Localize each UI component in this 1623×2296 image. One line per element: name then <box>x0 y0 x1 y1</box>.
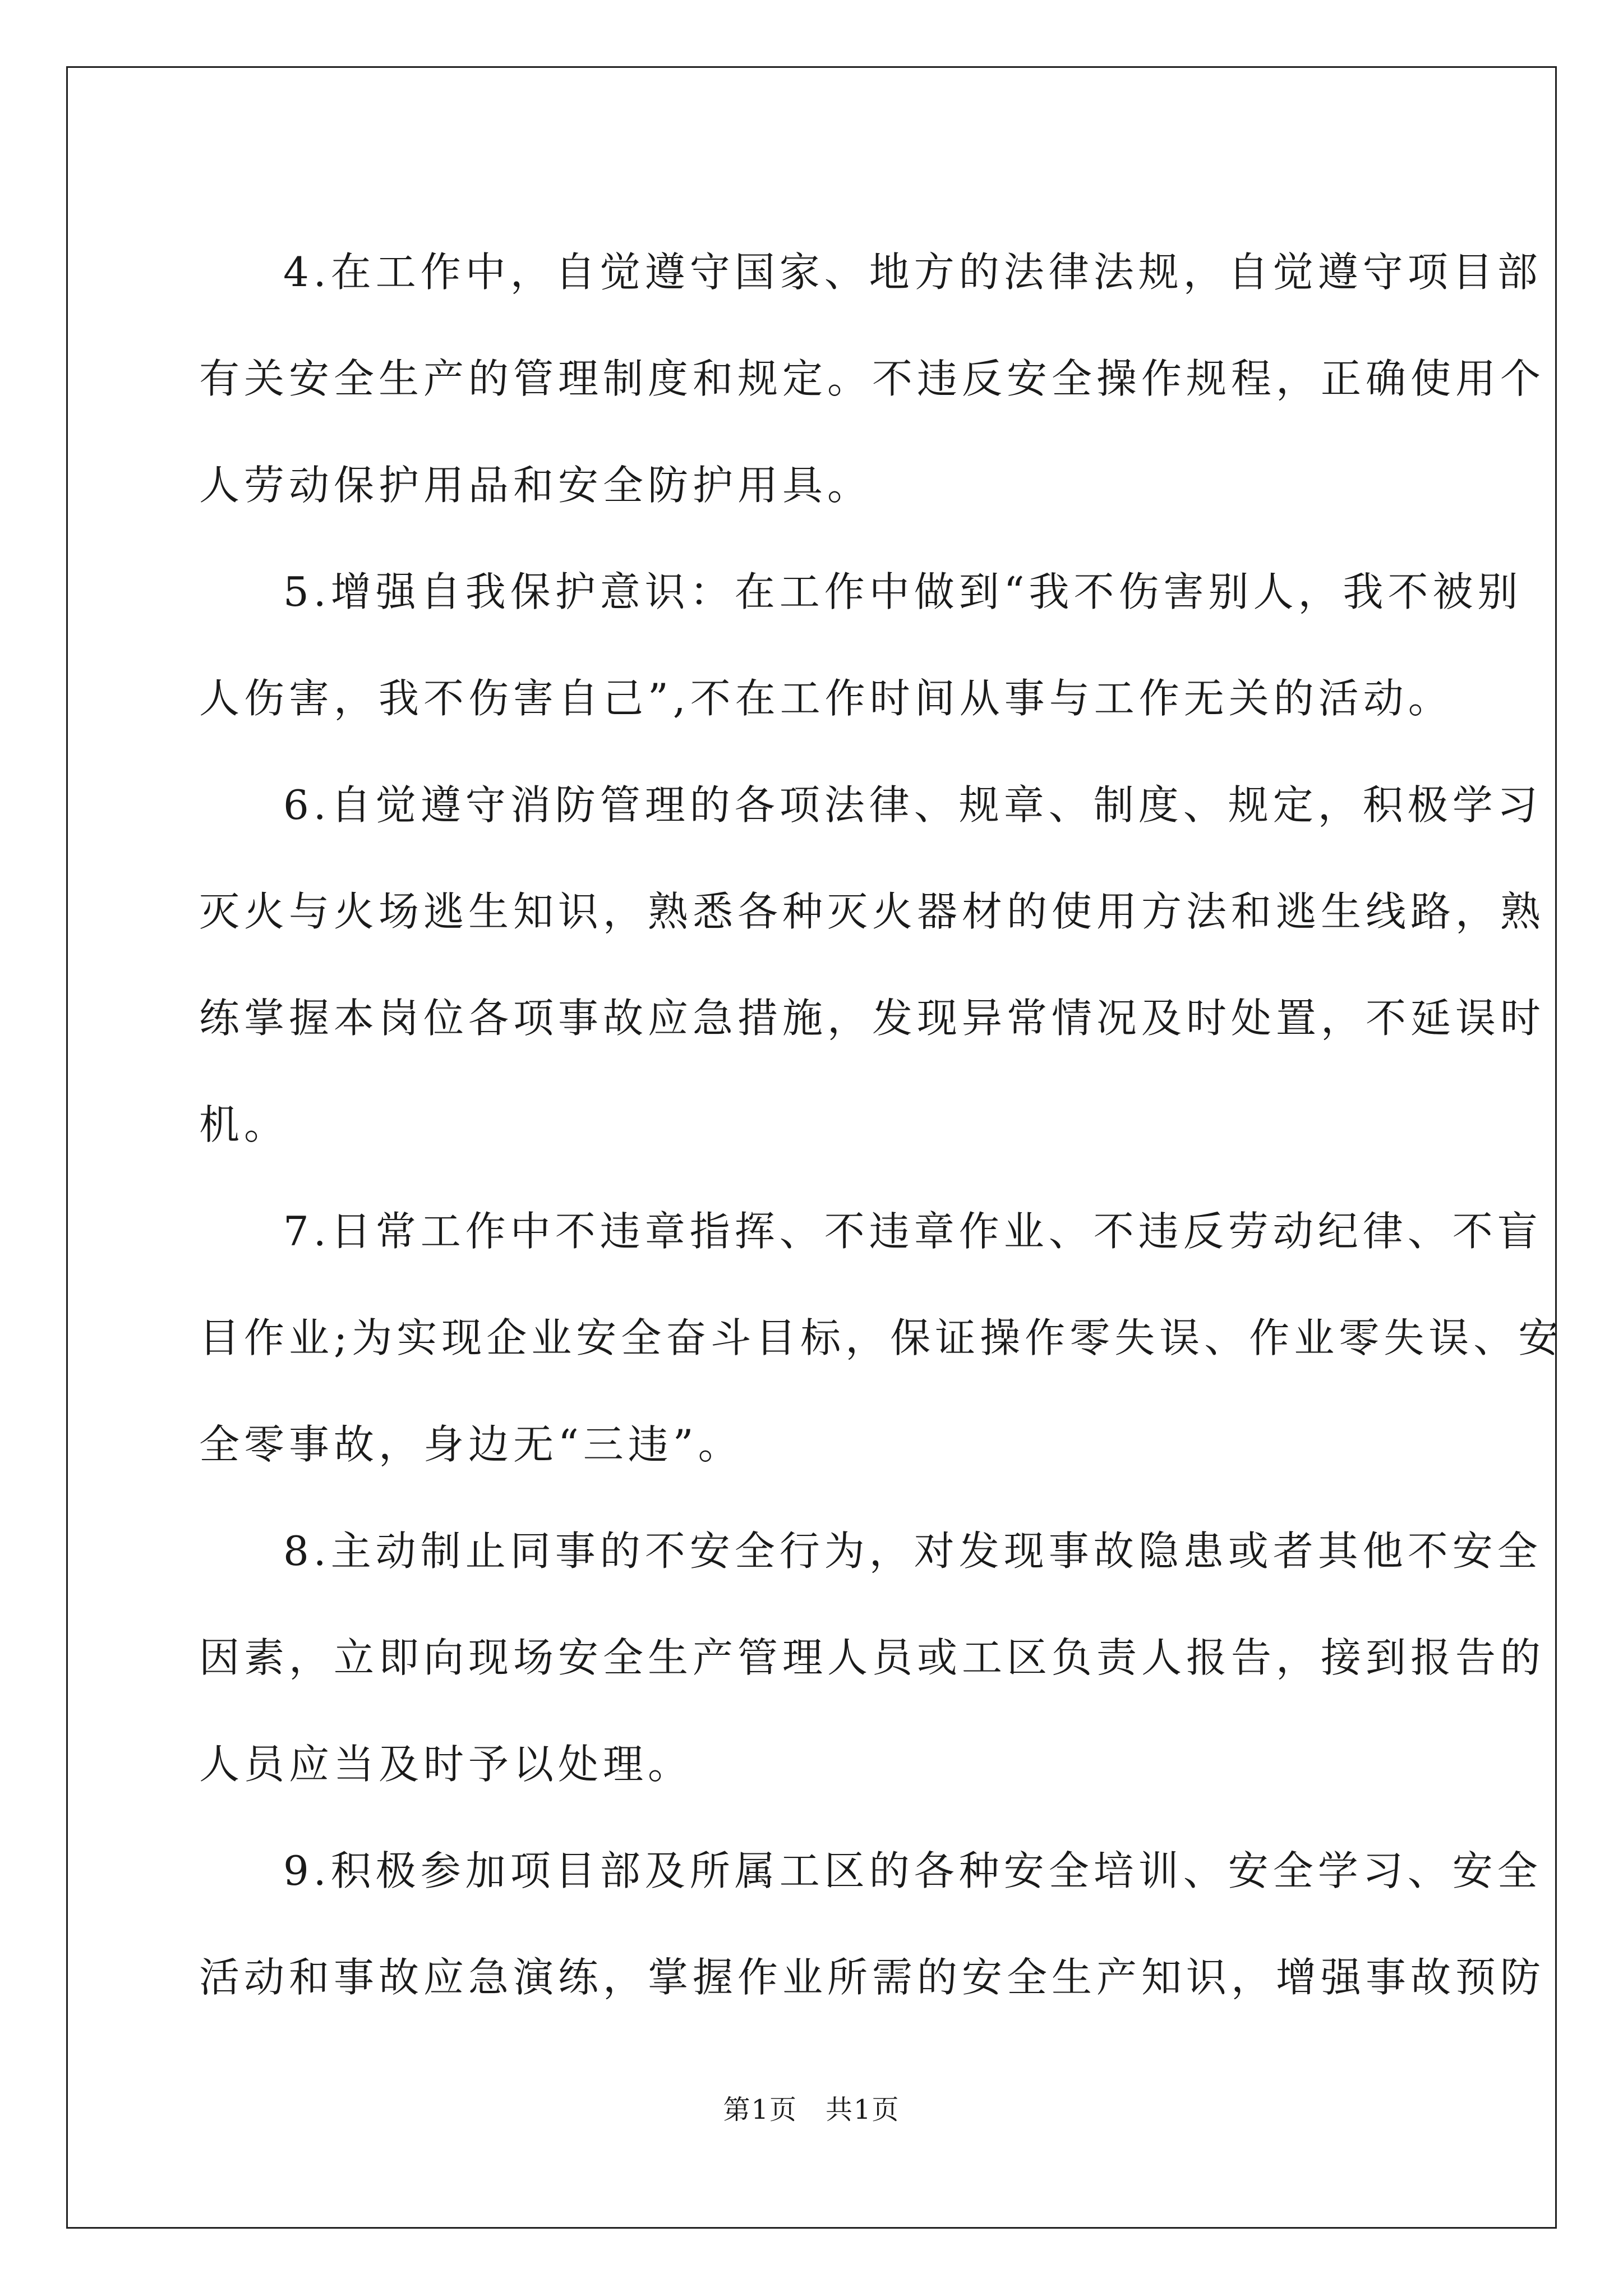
paragraph-line: 人伤害，我不伤害自己”,不在工作时间从事与工作无关的活动。 <box>199 675 1453 722</box>
paragraph <box>199 1498 1546 1818</box>
paragraph-line: 9.积极参加项目部及所属工区的各种安全培训、安全学习、安全 <box>283 1847 1542 1894</box>
paragraph-line: 目作业;为实现企业安全奋斗目标，保证操作零失误、作业零失误、安 <box>199 1314 1564 1361</box>
paragraph <box>199 752 1546 1178</box>
paragraph <box>199 1178 1564 1498</box>
paragraph-line: 8.主动制止同事的不安全行为，对发现事故隐患或者其他不安全 <box>283 1527 1542 1575</box>
paragraph <box>199 1818 1546 2031</box>
document-body <box>199 219 1564 2031</box>
paragraph-line: 6.自觉遵守消防管理的各项法律、规章、制度、规定，积极学习 <box>283 781 1542 829</box>
paragraph-line: 7.日常工作中不违章指挥、不违章作业、不违反劳动纪律、不盲 <box>283 1208 1542 1255</box>
paragraph-line: 练掌握本岗位各项事故应急措施，发现异常情况及时处置，不延误时 <box>199 995 1546 1042</box>
paragraph-line: 机。 <box>199 1101 289 1148</box>
paragraph-line: 5.增强自我保护意识：在工作中做到“我不伤害别人，我不被别 <box>283 568 1523 615</box>
page-footer: 第1页 共1页 <box>723 2094 900 2125</box>
paragraph-line: 4.在工作中，自觉遵守国家、地方的法律法规，自觉遵守项目部 <box>283 249 1542 296</box>
paragraph-line: 人员应当及时予以处理。 <box>199 1741 693 1788</box>
paragraph-line: 有关安全生产的管理制度和规定。不违反安全操作规程，正确使用个 <box>199 355 1546 402</box>
paragraph-line: 全零事故，身边无“三违”。 <box>199 1421 743 1468</box>
paragraph <box>199 539 1523 752</box>
paragraph <box>199 219 1546 539</box>
paragraph-line: 灭火与火场逃生知识，熟悉各种灭火器材的使用方法和逃生线路，熟 <box>199 888 1546 935</box>
paragraph-line: 人劳动保护用品和安全防护用具。 <box>199 462 873 509</box>
paragraph-line: 活动和事故应急演练，掌握作业所需的安全生产知识，增强事故预防 <box>199 1954 1546 2001</box>
paragraph-line: 因素，立即向现场安全生产管理人员或工区负责人报告，接到报告的 <box>199 1634 1546 1681</box>
